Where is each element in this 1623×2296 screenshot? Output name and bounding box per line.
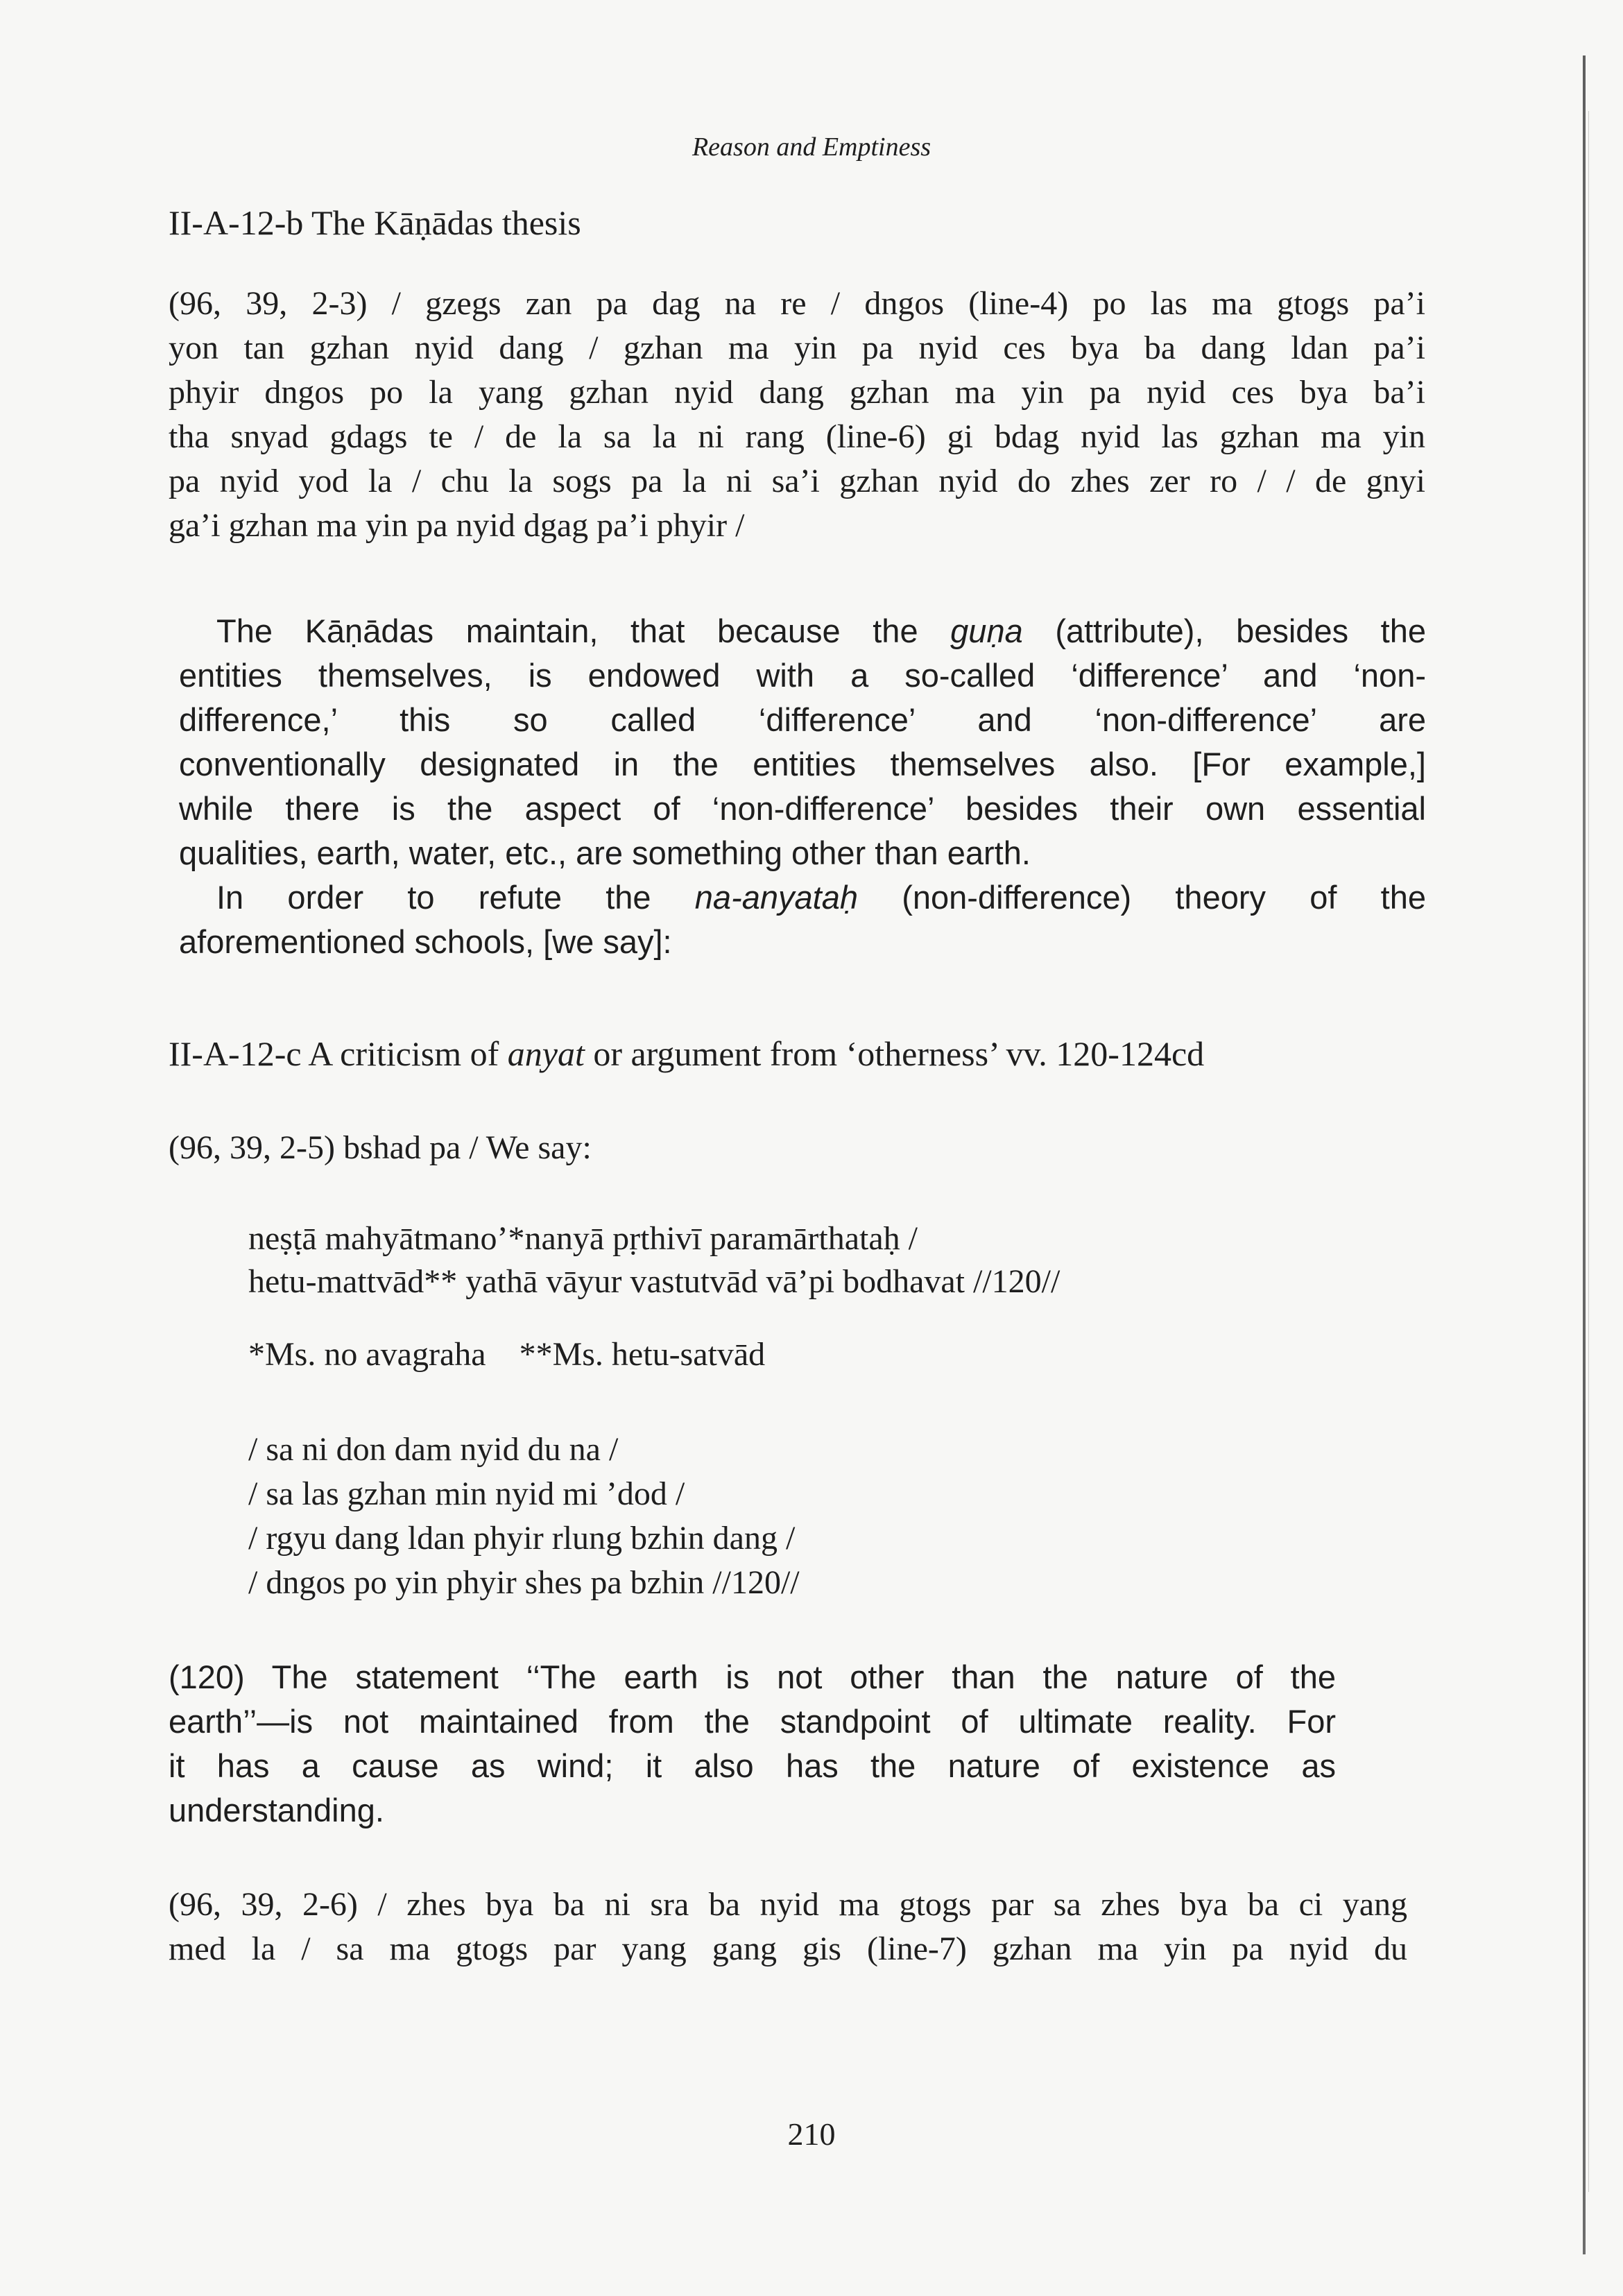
translation-line: (120) The statement ‘‘The earth is not other than the nature of the: [169, 1659, 1336, 1695]
english-line: while there is the aspect of ‘non-difference’ besides their own essential: [179, 790, 1426, 827]
verse-line: / sa ni don dam nyid du na /: [248, 1431, 619, 1468]
translation-line: it has a cause as wind; it also has the nature of existence as: [169, 1747, 1336, 1784]
english-line: The Kāṇādas maintain, that because the guṇa (attribute), besides the: [216, 612, 1427, 649]
running-head: Reason and Emptiness: [692, 132, 931, 162]
verse-line: / rgyu dang ldan phyir rlung bzhin dang /: [248, 1520, 796, 1557]
english-line: aforementioned schools, [we say]:: [179, 923, 672, 960]
english-line: conventionally designated in the entities themselves also. [For example,]: [179, 746, 1426, 782]
sanskrit-line: hetu-mattvād** yathā vāyur vastutvād vā’pi bodhavat //120//: [248, 1263, 1060, 1300]
tibetan-line: tha snyad gdags te / de la sa la ni rang (line-6) gi bdag nyid las gzhan ma yin: [169, 418, 1425, 455]
manuscript-note: *Ms. no avagraha **Ms. hetu-satvād: [248, 1336, 766, 1373]
page-number: 210: [787, 2116, 836, 2152]
commentary-line: (96, 39, 2-6) / zhes bya ba ni sra ba nyid ma gtogs par sa zhes bya ba ci yang: [169, 1886, 1407, 1923]
translation-line: earth’’—is not maintained from the standpoint of ultimate reality. For: [169, 1703, 1336, 1740]
section-heading-b: II-A-12-b The Kāṇādas thesis: [169, 203, 581, 242]
english-line: entities themselves, is endowed with a so-called ‘difference’ and ‘non-: [179, 657, 1426, 694]
verse-line: / dngos po yin phyir shes pa bzhin //120//: [248, 1564, 800, 1601]
verse-line: / sa las gzhan min nyid mi ’dod /: [248, 1475, 685, 1512]
commentary-line: med la / sa ma gtogs par yang gang gis (line-7) gzhan ma yin pa nyid du: [169, 1930, 1407, 1967]
citation-intro: (96, 39, 2-5) bshad pa / We say:: [169, 1129, 592, 1166]
tibetan-line: (96, 39, 2-3) / gzegs zan pa dag na re / dngos (line-4) po las ma gtogs pa’i: [169, 285, 1425, 322]
english-line: difference,’ this so called ‘difference’ and ‘non-difference’ are: [179, 701, 1426, 738]
page-edge-shadow-inner: [1588, 111, 1589, 2192]
tibetan-line: yon tan gzhan nyid dang / gzhan ma yin pa nyid ces bya ba dang ldan pa’i: [169, 329, 1425, 366]
sanskrit-line: neṣṭā mahyātmano’*nanyā pṛthivī paramārthataḥ /: [248, 1220, 918, 1257]
section-heading-c: II-A-12-c A criticism of anyat or argument from ‘otherness’ vv. 120-124cd: [169, 1034, 1205, 1073]
english-line: In order to refute the na-anyataḥ (non-difference) theory of the: [216, 879, 1426, 916]
page-edge-shadow: [1583, 55, 1586, 2254]
tibetan-line: ga’i gzhan ma yin pa nyid dgag pa’i phyir /: [169, 507, 745, 544]
tibetan-line: phyir dngos po la yang gzhan nyid dang gzhan ma yin pa nyid ces bya ba’i: [169, 374, 1425, 411]
tibetan-line: pa nyid yod la / chu la sogs pa la ni sa’i gzhan nyid do zhes zer ro / / de gnyi: [169, 463, 1425, 499]
english-line: qualities, earth, water, etc., are something other than earth.: [179, 834, 1031, 871]
translation-line: understanding.: [169, 1792, 384, 1828]
